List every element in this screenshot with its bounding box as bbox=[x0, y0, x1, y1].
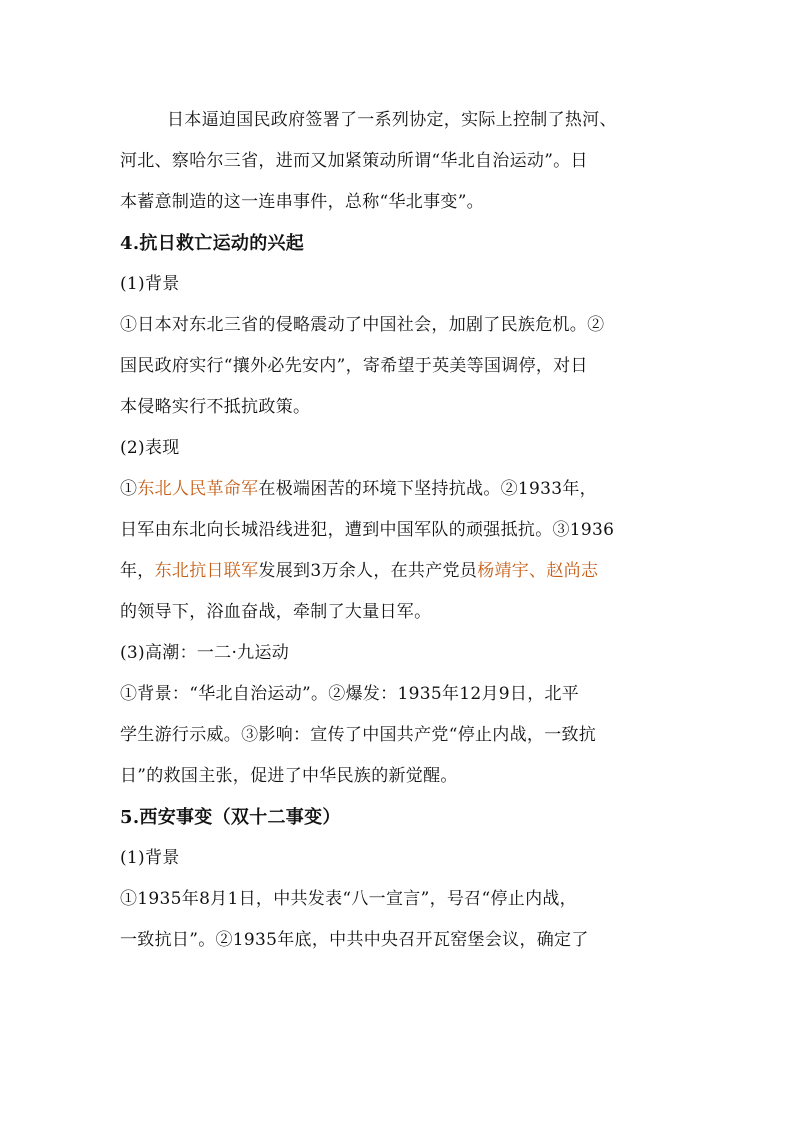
section-4-background-line-3: 本侵略实行不抵抗政策。 bbox=[120, 397, 311, 417]
intro-line-3: 本蓄意制造的这一连串事件，总称“华北事变”。 bbox=[120, 192, 484, 212]
section-4-background-label: (1)背景 bbox=[120, 274, 180, 294]
section-5-title: 5.西安事变（双十二事变） bbox=[120, 807, 341, 828]
section-5-background-line-1: ①1935年8月1日，中共发表“八一宣言”，号召“停止内战， bbox=[120, 889, 577, 909]
section-4-background-line-1: ①日本对东北三省的侵略震动了中国社会，加剧了民族危机。② bbox=[120, 315, 605, 335]
document-body bbox=[120, 100, 680, 961]
section-5-background-line-2: 一致抗日”。②1935年底，中共中央召开瓦窑堡会议，确定了 bbox=[120, 930, 589, 950]
section-4-title: 4.抗日救亡运动的兴起 bbox=[120, 233, 305, 254]
highlight-northeast-revolutionary-army: 东北人民革命军 bbox=[137, 479, 259, 499]
text-segment: 年， bbox=[120, 561, 155, 581]
intro-line-1: 日本逼迫国民政府签署了一系列协定，实际上控制了热河、 bbox=[167, 110, 617, 130]
section-4-performance-label: (2)表现 bbox=[120, 438, 180, 458]
section-4-climax-line-1: ①背景：“华北自治运动”。②爆发：1935年12月9日，北平 bbox=[120, 684, 580, 704]
text-segment: ① bbox=[120, 479, 138, 499]
highlight-northeast-anti-japanese-army: 东北抗日联军 bbox=[154, 561, 259, 581]
section-4-background-line-2: 国民政府实行“攘外必先安内”，寄希望于英美等国调停，对日 bbox=[120, 356, 588, 376]
text-segment: 发展到3万余人，在共产党员 bbox=[258, 561, 478, 581]
section-4-climax-line-2: 学生游行示威。③影响：宣传了中国共产党“停止内战，一致抗 bbox=[120, 725, 597, 745]
intro-line-2: 河北、察哈尔三省，进而又加紧策动所谓“华北自治运动”。日 bbox=[120, 151, 588, 171]
section-5-background-label: (1)背景 bbox=[120, 848, 180, 868]
section-4-performance-line-3 bbox=[120, 551, 680, 592]
section-4-performance-line-2: 日军由东北向长城沿线进犯，遭到中国军队的顽强抵抗。③1936 bbox=[120, 520, 615, 540]
highlight-party-members: 杨靖宇、赵尚志 bbox=[477, 561, 599, 581]
section-4-performance-line-1 bbox=[120, 469, 680, 510]
section-4-climax-label: (3)高潮：一二·九运动 bbox=[120, 643, 290, 663]
section-4-climax-line-3: 日”的救国主张，促进了中华民族的新觉醒。 bbox=[120, 766, 458, 786]
section-4-performance-line-4: 的领导下，浴血奋战，牵制了大量日军。 bbox=[120, 602, 432, 622]
text-segment: 在极端困苦的环境下坚持抗战。②1933年， bbox=[258, 479, 597, 499]
